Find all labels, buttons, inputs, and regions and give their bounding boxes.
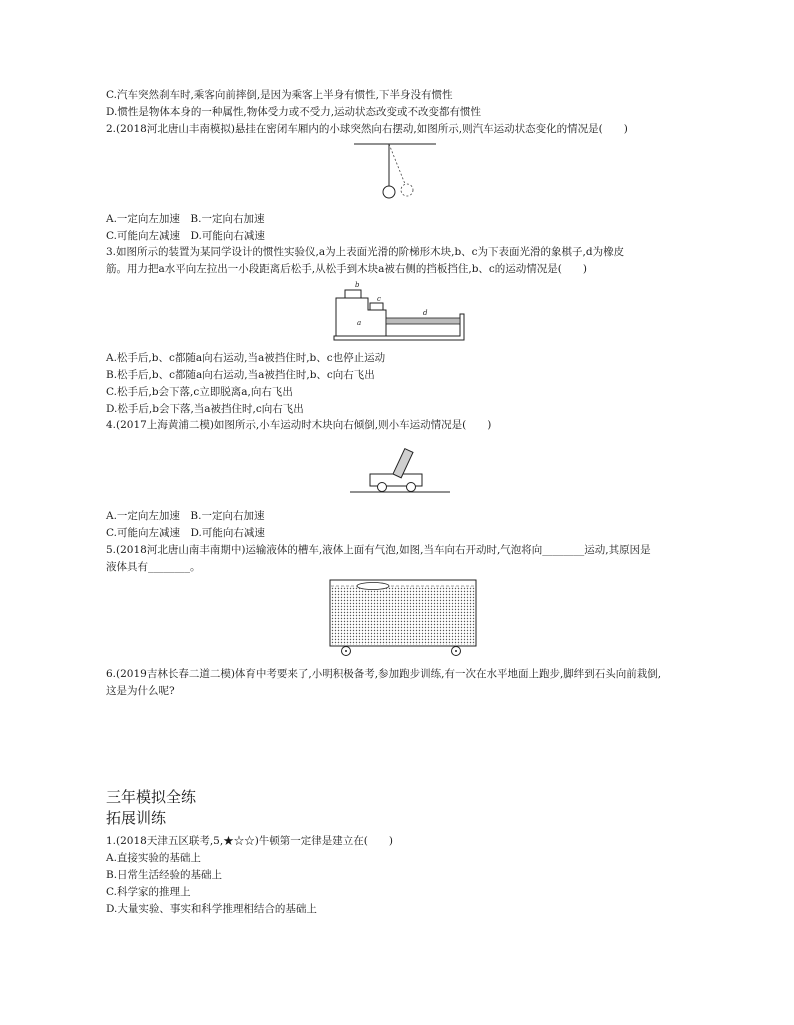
q3-stem-line2: 筋。用力把a水平向左拉出一小段距离后松手,从松手到木块a被右侧的挡板挡住,b、c的运动情况是( ) xyxy=(106,263,587,275)
q6-stem-line1: 6.(2019吉林长春二道二模)体育中考要来了,小明积极备考,参加跑步训练,有一次在水平地面上跑步,脚绊到石头向前栽倒, xyxy=(106,668,662,680)
tilted-block xyxy=(393,449,413,478)
label-c: c xyxy=(377,295,381,303)
ext-q1-option-a: A.直接实验的基础上 xyxy=(106,852,201,864)
q1-option-c: C.汽车突然刹车时,乘客向前摔倒,是因为乘客上半身有惯性,下半身没有惯性 xyxy=(106,89,453,101)
swung-ball-dashed xyxy=(401,184,413,196)
swung-string-dashed xyxy=(389,144,405,184)
chess-piece-b xyxy=(345,290,361,298)
air-bubble xyxy=(357,583,389,590)
q6-stem-line2: 这是为什么呢? xyxy=(106,685,175,697)
q5-stem-line1: 5.(2018河北唐山南丰南期中)运输液体的槽车,液体上面有气泡,如图,当车向右开动时,气泡将向________运动,其原因是 xyxy=(106,544,651,556)
q2-options-ab: A.一定向左加速 B.一定向右加速 xyxy=(106,213,265,225)
label-b: b xyxy=(355,281,360,289)
q2-pendulum-figure xyxy=(350,142,440,204)
q3-option-c: C.松手后,b会下落,c立即脱离a,向右飞出 xyxy=(106,386,293,398)
q3-option-d: D.松手后,b会下落,当a被挡住时,c向右飞出 xyxy=(106,403,304,415)
pendulum-ball xyxy=(383,186,395,198)
q2-stem: 2.(2018河北唐山丰南模拟)悬挂在密闭车厢内的小球突然向右摆动,如图所示,则汽车运动状态变化的情况是( ) xyxy=(106,123,628,135)
q1-option-d: D.惯性是物体本身的一种属性,物体受力或不受力,运动状态改变或不改变都有惯性 xyxy=(106,106,482,118)
q4-options-ab: A.一定向左加速 B.一定向右加速 xyxy=(106,510,265,522)
label-d: d xyxy=(423,309,428,317)
section-title: 三年模拟全练 xyxy=(106,788,197,806)
q3-option-b: B.松手后,b、c都随a向右运动,当a被挡住时,b、c向右飞出 xyxy=(106,369,375,381)
q3-inertia-apparatus-figure xyxy=(330,280,470,346)
ext-q1-option-c: C.科学家的推理上 xyxy=(106,886,191,898)
ext-q1-option-d: D.大量实验、事实和科学推理相结合的基础上 xyxy=(106,903,317,915)
q4-options-cd: C.可能向左减速 D.可能向右减速 xyxy=(106,527,265,539)
ext-q1-stem: 1.(2018天津五区联考,5,★☆☆)牛顿第一定律是建立在( ) xyxy=(106,835,393,847)
q2-options-cd: C.可能向左减速 D.可能向右减速 xyxy=(106,230,265,242)
q5-tank-truck-figure xyxy=(328,578,478,658)
label-a: a xyxy=(357,319,362,327)
q4-stem: 4.(2017上海黄浦二模)如图所示,小车运动时木块向右倾倒,则小车运动情况是( ) xyxy=(106,419,492,431)
q5-stem-line2: 液体具有________。 xyxy=(106,561,201,573)
q3-stem-line1: 3.如图所示的装置为某同学设计的惯性实验仪,a为上表面光滑的阶梯形木块,b、c为下表面光滑的象棋子,d为橡皮 xyxy=(106,246,625,258)
q3-option-a: A.松手后,b、c都随a向右运动,当a被挡住时,b、c也停止运动 xyxy=(106,352,386,364)
cart-wheel-right xyxy=(407,483,416,492)
chess-piece-c xyxy=(370,303,383,310)
ext-q1-option-b: B.日常生活经验的基础上 xyxy=(106,869,223,881)
liquid xyxy=(331,586,475,645)
q4-cart-figure xyxy=(350,436,450,496)
section-subtitle: 拓展训练 xyxy=(106,809,167,827)
rubber-band-d xyxy=(386,318,460,324)
cart-wheel-left xyxy=(378,483,387,492)
